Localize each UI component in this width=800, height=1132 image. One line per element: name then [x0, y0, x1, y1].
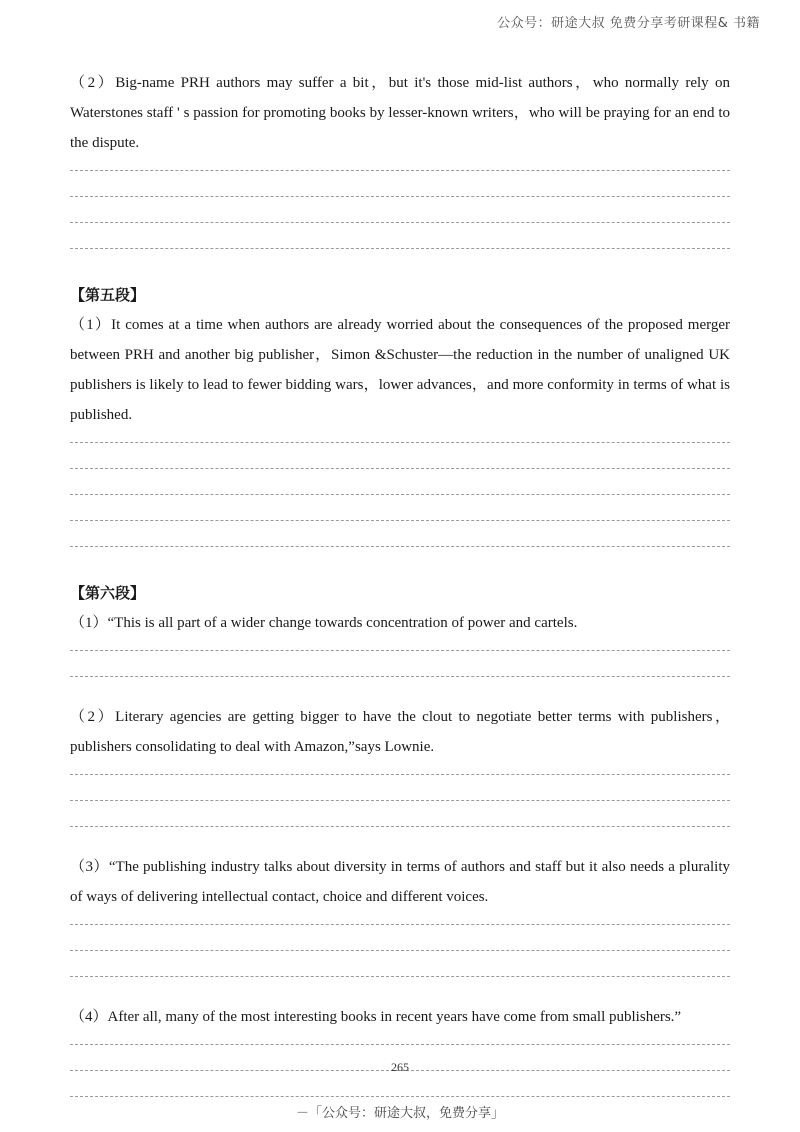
answer-line[interactable]: [70, 924, 730, 925]
sentence-paragraph: （1）It comes at a time when authors are already worried about the consequences of the proposed merger between PRH and another big publisher，Simon &Schuster—the reduction in the number of unaligned UK publishers is likely to lead to fewer bidding wars，lower advances，and more conformity in terms of what is published.: [70, 317, 730, 423]
footer-note: －「公众号：研途大叔，免费分享」: [295, 1106, 504, 1121]
answer-lines: [70, 762, 730, 852]
answer-line[interactable]: [70, 248, 730, 249]
answer-lines: [70, 638, 730, 702]
answer-line[interactable]: [70, 1096, 730, 1097]
sentence-paragraph: （4）After all, many of the most interesting books in recent years have come from small publishers.”: [70, 1009, 682, 1025]
answer-line[interactable]: [70, 976, 730, 977]
answer-line[interactable]: [70, 520, 730, 521]
answer-lines: [70, 912, 730, 1002]
answer-line[interactable]: [70, 442, 730, 443]
answer-line[interactable]: [70, 546, 730, 547]
section-heading: 【第六段】: [70, 584, 146, 602]
answer-lines: [70, 430, 730, 572]
answer-line[interactable]: [70, 650, 730, 651]
answer-lines: [70, 158, 730, 274]
header-note: 公众号：研途大叔 免费分享考研课程& 书籍: [497, 16, 760, 31]
answer-line[interactable]: [70, 800, 730, 801]
page-number: 265: [391, 1060, 409, 1074]
answer-line[interactable]: [70, 774, 730, 775]
sentence-paragraph: （3）“The publishing industry talks about diversity in terms of authors and staff but it also needs a plurality of ways of delivering intellectual contact, choice and different voices.: [70, 859, 730, 905]
sentence-paragraph: （1）“This is all part of a wider change towards concentration of power and cartels.: [70, 615, 578, 631]
answer-line[interactable]: [70, 826, 730, 827]
worksheet-content: [70, 68, 730, 1122]
sentence-paragraph: （2）Big-name PRH authors may suffer a bit，but it's those mid-list authors，who normally rely on Waterstones staff ' s passion for promoting books by lesser-known writers，who will be praying for an end to the dispute.: [70, 75, 730, 151]
answer-line[interactable]: [70, 950, 730, 951]
answer-line[interactable]: [70, 676, 730, 677]
answer-line[interactable]: [70, 170, 730, 171]
answer-line[interactable]: [70, 1044, 730, 1045]
sentence-paragraph: （2）Literary agencies are getting bigger to have the clout to negotiate better terms with publishers，publishers consolidating to deal with Amazon,”says Lownie.: [70, 709, 730, 755]
answer-line[interactable]: [70, 494, 730, 495]
answer-line[interactable]: [70, 196, 730, 197]
answer-line[interactable]: [70, 468, 730, 469]
section-heading: 【第五段】: [70, 286, 146, 304]
answer-line[interactable]: [70, 222, 730, 223]
